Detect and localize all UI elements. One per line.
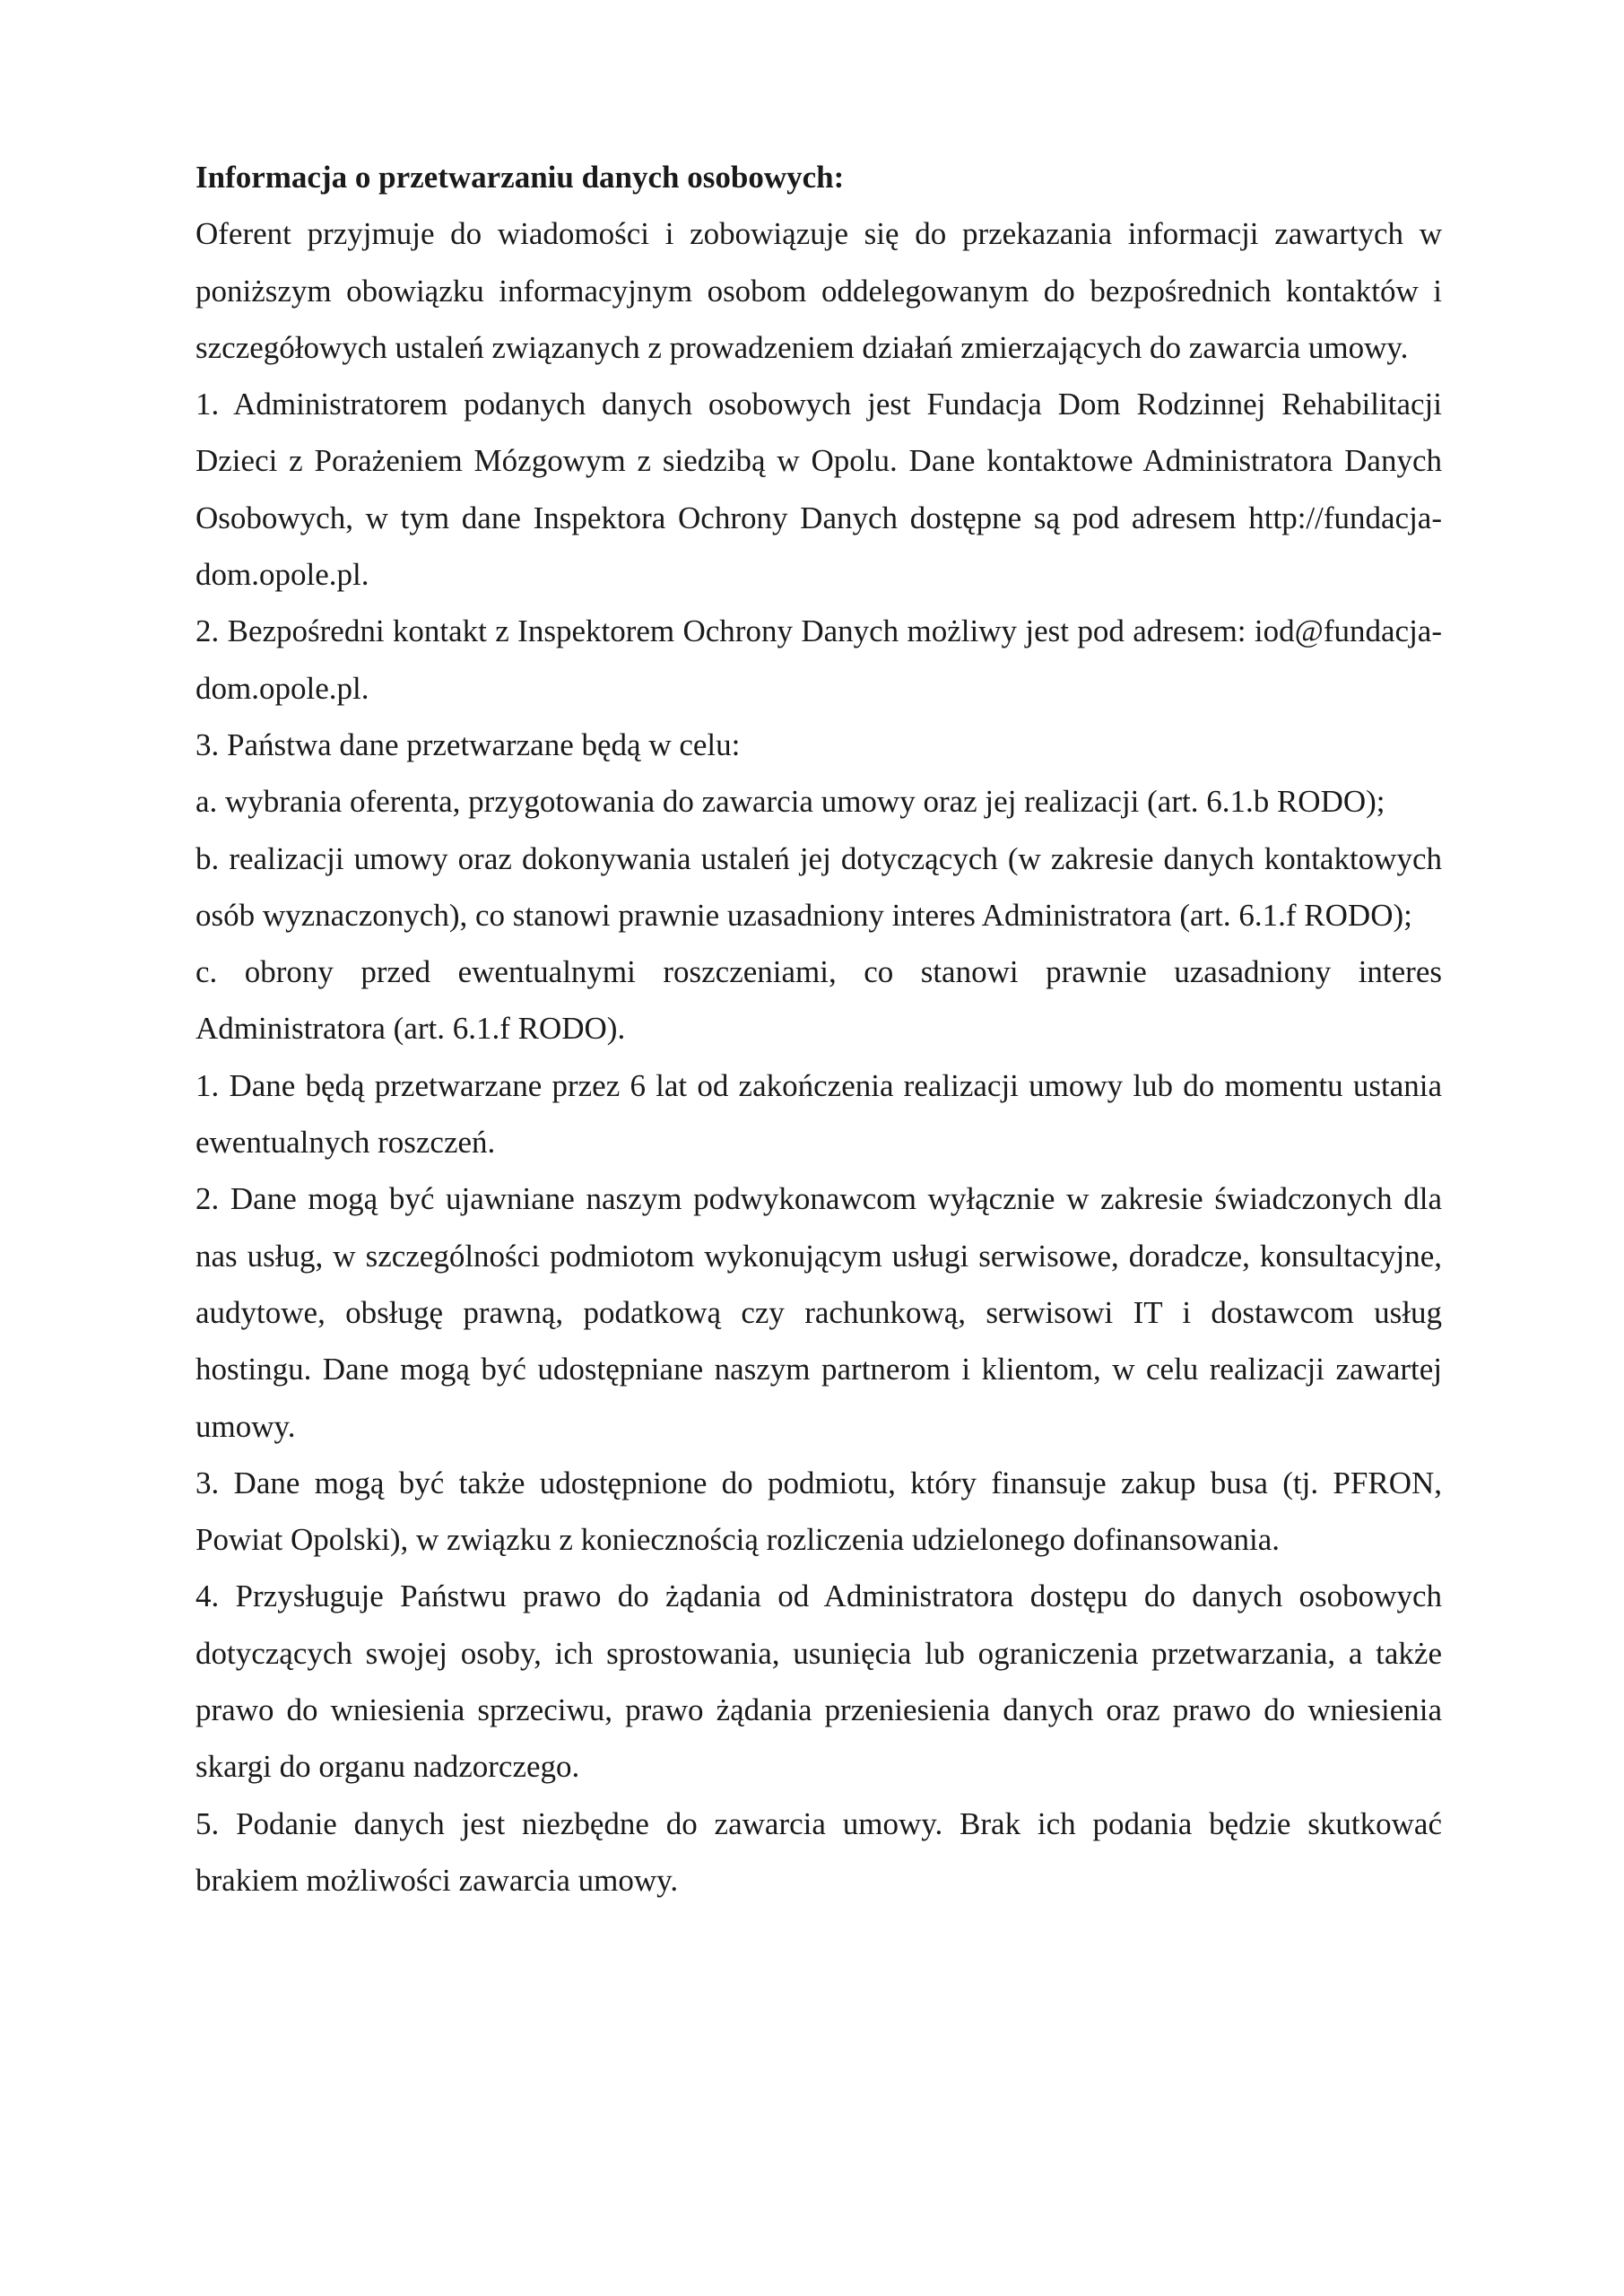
- paragraph-intro: Oferent przyjmuje do wiadomości i zobowiązuje się do przekazania informacji zawartych w poniższym obowiązku informacyjnym osobom oddelegowanym do bezpośrednich kontaktów i szczegółowych ustaleń związanych z prowadzeniem działań zmierzających do zawarcia umowy.: [195, 216, 1442, 365]
- document-body: [195, 149, 1442, 1909]
- paragraph-retention: 1. Dane będą przetwarzane przez 6 lat od zakończenia realizacji umowy lub do momentu ustania ewentualnych roszczeń.: [195, 1067, 1442, 1161]
- paragraph-purpose-a: a. wybrania oferenta, przygotowania do zawarcia umowy oraz jej realizacji (art. 6.1.b RODO);: [195, 784, 1385, 820]
- paragraph-iod-contact: 2. Bezpośredni kontakt z Inspektorem Ochrony Danych możliwy jest pod adresem: iod@fundacja-dom.opole.pl.: [195, 613, 1442, 706]
- paragraph-funding-disclosure: 3. Dane mogą być także udostępnione do podmiotu, który finansuje zakup busa (tj. PFRON, Powiat Opolski), w związku z koniecznością rozliczenia udzielonego dofinansowania.: [195, 1465, 1442, 1558]
- paragraph-purpose-c: c. obrony przed ewentualnymi roszczeniami, co stanowi prawnie uzasadniony interes Administratora (art. 6.1.f RODO).: [195, 954, 1442, 1047]
- paragraph-purpose-b: b. realizacji umowy oraz dokonywania ustaleń jej dotyczących (w zakresie danych kontaktowych osób wyznaczonych), co stanowi prawnie uzasadniony interes Administratora (art. 6.1.f RODO);: [195, 840, 1442, 933]
- paragraph-rights: 4. Przysługuje Państwu prawo do żądania od Administratora dostępu do danych osobowych dotyczących swojej osoby, ich sprostowania, usunięcia lub ograniczenia przetwarzania, a także prawo do wniesienia sprzeciwu, prawo żądania przeniesienia danych oraz prawo do wniesienia skargi do organu nadzorczego.: [195, 1578, 1442, 1785]
- paragraph-recipients: 2. Dane mogą być ujawniane naszym podwykonawcom wyłącznie w zakresie świadczonych dla nas usług, w szczególności podmiotom wykonującym usługi serwisowe, doradcze, konsultacyjne, audytowe, obsługę prawną, podatkową czy rachunkową, serwisowi IT i dostawcom usług hostingu. Dane mogą być udostępniane naszym partnerom i klientom, w celu realizacji zawartej umowy.: [195, 1181, 1442, 1444]
- paragraph-requirement: 5. Podanie danych jest niezbędne do zawarcia umowy. Brak ich podania będzie skutkować brakiem możliwości zawarcia umowy.: [195, 1805, 1442, 1898]
- paragraph-purpose-heading: 3. Państwa dane przetwarzane będą w celu:: [195, 726, 741, 762]
- document-title: Informacja o przetwarzaniu danych osobowych:: [195, 160, 845, 195]
- paragraph-administrator: 1. Administratorem podanych danych osobowych jest Fundacja Dom Rodzinnej Rehabilitacji Dzieci z Porażeniem Mózgowym z siedzibą w Opolu. Dane kontaktowe Administratora Danych Osobowych, w tym dane Inspektora Ochrony Danych dostępne są pod adresem http://fundacja-dom.opole.pl.: [195, 387, 1442, 593]
